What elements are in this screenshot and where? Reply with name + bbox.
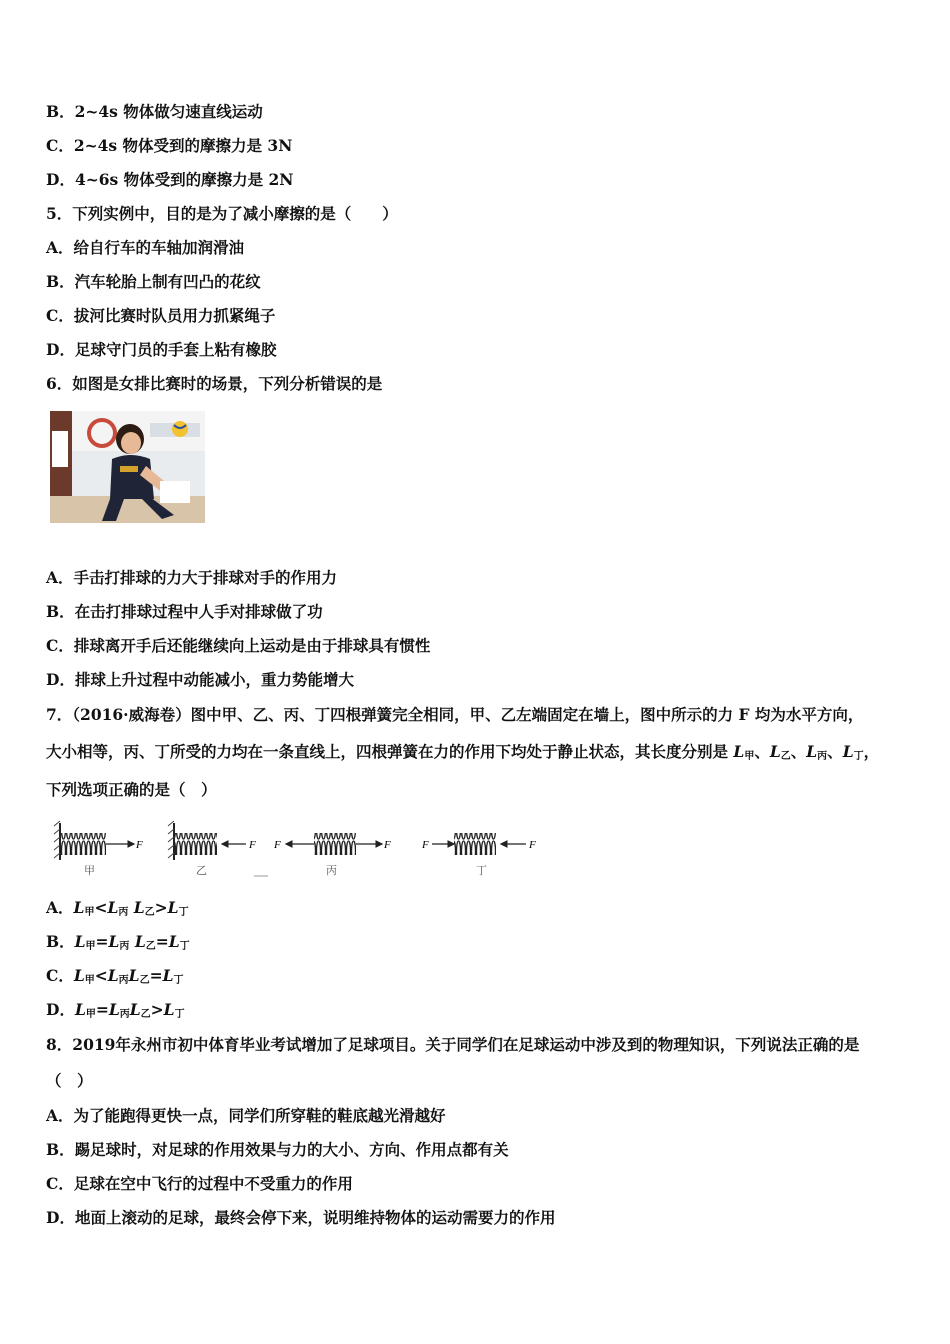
svg-text:F: F [384, 839, 391, 851]
q6-option-c: C．排球离开手后还能继续向上运动是由于排球具有惯性 [46, 636, 431, 655]
q7-stem-text: 大小相等，丙、丁所受的力均在一条直线上，四根弹簧在力的作用下均处于静止状态，其长度分别是 [46, 742, 729, 761]
svg-text:丙: 丙 [326, 865, 337, 877]
svg-text:F: F [422, 839, 429, 851]
svg-text:F: F [529, 839, 536, 851]
volleyball-photo [50, 411, 205, 523]
q7-stem-line1: 7．（2016·威海卷）图中甲、乙、丙、丁四根弹簧完全相同，甲、乙左端固定在墙上，图中所示的力 F 均为水平方向， [46, 705, 864, 724]
q8-stem-line1: 8．2019年永州市初中体育毕业考试增加了足球项目。关于同学们在足球运动中涉及到的物理知识，下列说法正确的是 [46, 1035, 860, 1054]
svg-text:乙: 乙 [196, 865, 207, 877]
q8-option-d: D．地面上滚动的足球，最终会停下来，说明维持物体的运动需要力的作用 [46, 1208, 556, 1227]
q5-option-b: B．汽车轮胎上制有凹凸的花纹 [46, 272, 261, 291]
q5-option-d: D．足球守门员的手套上粘有橡胶 [46, 340, 277, 359]
q5-option-a: A．给自行车的车轴加润滑油 [46, 238, 245, 257]
svg-text:F: F [136, 839, 143, 851]
q4-option-c: C．2~4s 物体受到的摩擦力是 3N [46, 136, 293, 155]
svg-text:丁: 丁 [476, 865, 487, 877]
q8-option-c: C．足球在空中飞行的过程中不受重力的作用 [46, 1174, 353, 1193]
q7-stem-line2: 大小相等，丙、丁所受的力均在一条直线上，四根弹簧在力的作用下均处于静止状态，其长度分别是 $L_甲$、$L_乙$、$L_丙$、$L_丁$， [46, 742, 880, 762]
q7-option-b: B．$L_甲=L_丙$ $L_乙=L_丁$ [46, 932, 190, 952]
q6-option-b: B．在击打排球过程中人手对排球做了功 [46, 602, 323, 621]
q5-stem: 5．下列实例中，目的是为了减小摩擦的是（ ） [46, 204, 398, 223]
q6-option-d: D．排球上升过程中动能减小，重力势能增大 [46, 670, 354, 689]
q6-stem: 6．如图是女排比赛时的场景，下列分析错误的是 [46, 374, 383, 393]
q4-option-b: B．2~4s 物体做匀速直线运动 [46, 102, 263, 121]
svg-text:F: F [249, 839, 256, 851]
q8-option-b: B．踢足球时，对足球的作用效果与力的大小、方向、作用点都有关 [46, 1140, 509, 1159]
q8-stem-line2: （ ） [46, 1071, 93, 1090]
q5-option-c: C．拔河比赛时队员用力抓紧绳子 [46, 306, 276, 325]
q7-stem-line3: 下列选项正确的是（ ） [46, 780, 217, 799]
q8-option-a: A．为了能跑得更快一点，同学们所穿鞋的鞋底越光滑越好 [46, 1106, 446, 1125]
q4-option-d: D．4~6s 物体受到的摩擦力是 2N [46, 170, 294, 189]
q7-option-d: D．$L_甲=L_丙L_乙>L_丁$ [46, 1000, 185, 1020]
q7-option-c: C．$L_甲<L_丙L_乙=L_丁$ [46, 966, 184, 986]
q7-option-a: A．$L_甲<L_丙$ $L_乙>L_丁$ [46, 898, 189, 918]
q6-option-a: A．手击打排球的力大于排球对手的作用力 [46, 568, 338, 587]
svg-text:甲: 甲 [84, 865, 95, 877]
springs-figure [46, 818, 546, 880]
svg-text:F: F [274, 839, 281, 851]
